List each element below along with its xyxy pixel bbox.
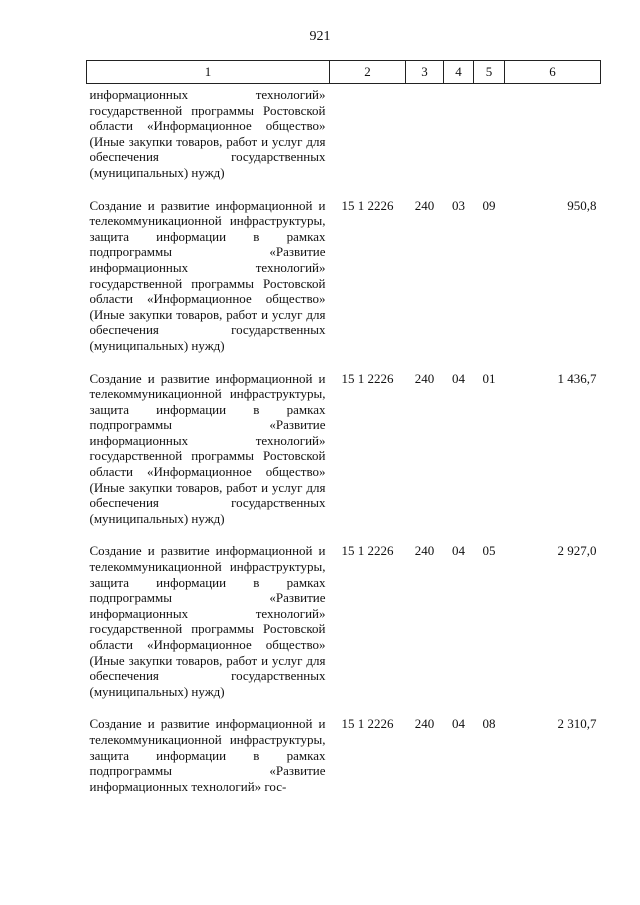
row-expense-type: [406, 84, 444, 193]
row-target-code: 15 1 2226: [341, 543, 394, 559]
row-expense-type: 240: [414, 370, 435, 386]
row-section: 04: [452, 543, 465, 559]
row-subsection: 08: [482, 716, 496, 732]
row-section: [444, 84, 474, 193]
row-expense-type: 240: [414, 716, 435, 732]
row-target-code: 15 1 2226: [341, 370, 394, 386]
row-amount: 1 436,7: [557, 370, 597, 386]
row-section: 03: [452, 197, 465, 213]
budget-table: [86, 60, 601, 806]
row-subsection: 09: [482, 197, 496, 213]
header-row: [87, 61, 601, 84]
row-description: Создание и развитие информационной и телекоммуникационной инфраструктуры, защита информации в рамках подпрограммы «Развитие информационных технологий» государственной программы Ростовской области «Информационное общество» (Иные закупки товаров, работ и услуг для обеспечения государственных (муниципальных) нужд): [89, 370, 326, 526]
header-col-5: 5: [474, 61, 505, 84]
table-body: [87, 84, 601, 807]
table-row: [87, 711, 601, 806]
table-row-continuation: [87, 84, 601, 193]
header-col-2: 2: [330, 61, 406, 84]
header-col-3: 3: [406, 61, 444, 84]
row-target-code: 15 1 2226: [341, 716, 394, 732]
row-amount: 2 310,7: [557, 716, 597, 732]
page-number: 921: [309, 29, 331, 44]
table-row: [87, 538, 601, 711]
row-description: Создание и развитие информационной и телекоммуникационной инфраструктуры, защита информации в рамках подпрограммы «Развитие информационных технологий» государственной программы Ростовской области «Информационное общество» (Иные закупки товаров, работ и услуг для обеспечения государственных (муниципальных) нужд): [89, 543, 326, 699]
table-row: [87, 366, 601, 539]
row-subsection: [474, 84, 505, 193]
row-description: Создание и развитие информационной и телекоммуникационной инфраструктуры, защита информации в рамках подпрограммы «Развитие информационных технологий» гос-: [89, 716, 326, 794]
header-col-6: 6: [505, 61, 601, 84]
row-expense-type: 240: [414, 197, 435, 213]
row-subsection: 05: [482, 543, 496, 559]
row-section: 04: [452, 370, 465, 386]
row-target-code: 15 1 2226: [341, 197, 394, 213]
row-section: 04: [452, 716, 465, 732]
header-col-4: 4: [444, 61, 474, 84]
header-col-1: 1: [87, 61, 330, 84]
row-subsection: 01: [482, 370, 496, 386]
table-row: [87, 193, 601, 366]
row-expense-type: 240: [414, 543, 435, 559]
row-target-code: [330, 84, 406, 193]
row-amount: 2 927,0: [557, 543, 597, 559]
row-description: Создание и развитие информационной и телекоммуникационной инфраструктуры, защита информации в рамках подпрограммы «Развитие информационных технологий» государственной программы Ростовской области «Информационное общество» (Иные закупки товаров, работ и услуг для обеспечения государственных (муниципальных) нужд): [89, 197, 326, 353]
row-amount: [505, 84, 601, 193]
table-header: [87, 61, 601, 84]
row-description: информационных технологий» государственной программы Ростовской области «Информационное общество» (Иные закупки товаров, работ и услуг для обеспечения государственных (муниципальных) нужд): [89, 87, 326, 180]
row-amount: 950,8: [567, 197, 597, 213]
